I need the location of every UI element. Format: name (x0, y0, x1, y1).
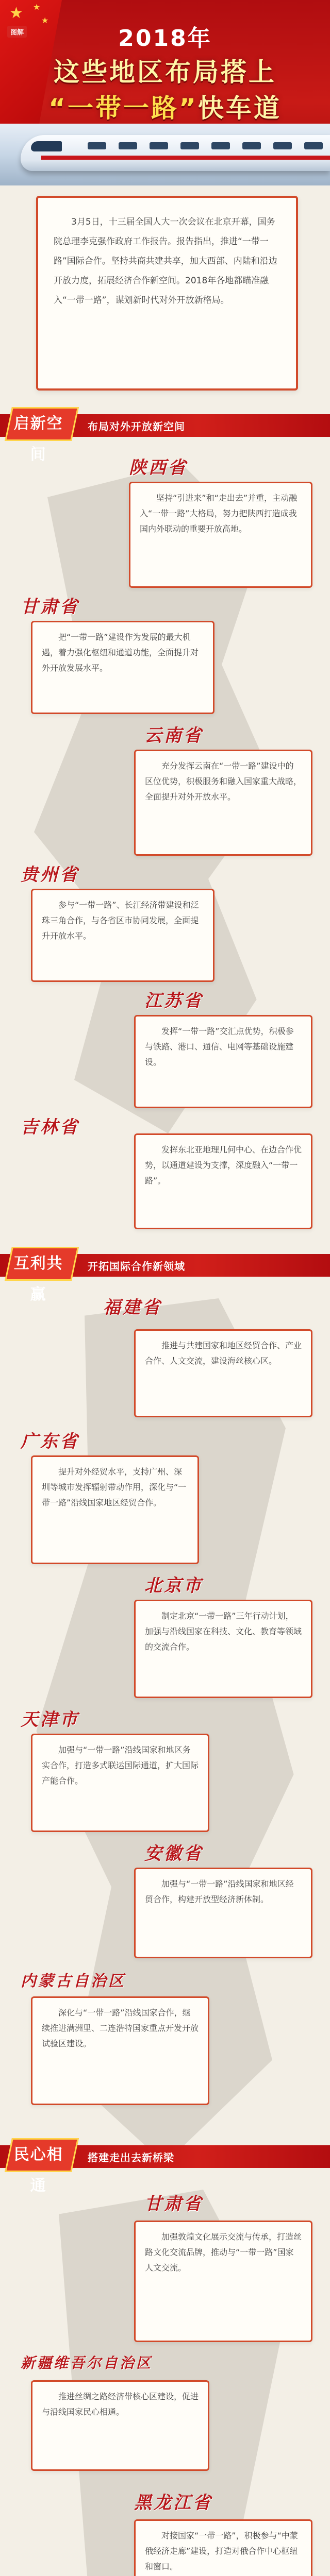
train-window (119, 142, 137, 149)
intro-text: 3月5日，十三届全国人大一次会议在北京开幕，国务院总理李克强作政府工作报告。报告指出，推进“一带一路”国际合作。坚持共商共建共享，加大西部、内陆和沿边开放力度，拓展经济合作新空间。2018年各地都瞄准融入“一带一路”，谋划新时代对外开放新格局。 (54, 217, 277, 306)
region-name: 陕西省 (129, 457, 188, 478)
main-title-line1: 这些地区布局搭上 (54, 57, 276, 87)
region-name: 贵州省 (21, 865, 79, 885)
star-icon: ★ (33, 2, 41, 12)
region-text: 发挥“一带一路”交汇点优势，积极参与铁路、港口、通信、电网等基础设施建设。 (145, 1026, 294, 1067)
region-text: 发挥东北亚地理几何中心、在边合作优势，以通道建设为支撑，深度融入“一带一路”。 (145, 1145, 302, 1185)
region-card (31, 889, 214, 982)
train-window (150, 142, 168, 149)
region-text: 制定北京“一带一路”三年行动计划，加强与沿线国家在科技、文化、教育等领域的交流合作。 (145, 1611, 302, 1652)
train-stripe (41, 156, 330, 160)
train-body (21, 135, 330, 171)
region-card (129, 482, 312, 588)
train-window (180, 142, 199, 149)
star-icon: ★ (41, 15, 49, 25)
region-card (31, 1734, 209, 1832)
region-card (134, 750, 312, 856)
region-name: 黑龙江省 (134, 2493, 212, 2513)
region-name: 甘肃省 (144, 2194, 203, 2214)
train-window (304, 142, 323, 149)
region-name: 内蒙古自治区 (21, 1972, 126, 1990)
region-name: 北京市 (144, 1575, 203, 1596)
section-subtitle: 开拓国际合作新领域 (88, 1260, 185, 1273)
region-name: 天津市 (21, 1709, 79, 1730)
region-card (134, 1015, 312, 1108)
year-title: 2018年 (118, 25, 212, 52)
main-title-line2 (0, 88, 330, 125)
region-text: 加强敦煌文化展示交流与传承，打造丝路文化交流品牌，推动与“一带一路”国家人文交流。 (145, 2232, 302, 2273)
section-subtitle: 布局对外开放新空间 (88, 420, 185, 433)
section-tag: 民心相通 (5, 2138, 79, 2172)
region-card (31, 1996, 209, 2105)
section-banner-3 (0, 2138, 330, 2195)
region-text: 加强与“一带一路”沿线国家和地区经贸合作，构建开放型经济新体制。 (145, 1879, 294, 1904)
region-text: 推进与共建国家和地区经贸合作、产业合作、人文交流，建设海丝核心区。 (145, 1341, 302, 1366)
region-card (31, 2380, 209, 2471)
train-illustration (0, 124, 330, 185)
region-card (134, 2221, 312, 2342)
region-card (134, 2519, 312, 2576)
region-name: 新疆维吾尔自治区 (21, 2354, 153, 2371)
section-banner-2 (0, 1247, 330, 1303)
region-card (134, 1868, 312, 1958)
region-text: 深化与“一带一路”沿线国家合作，继续推进满洲里、二连浩特国家重点开发开放试验区建设。 (42, 2008, 199, 2048)
region-text: 提升对外经贸水平，支持广州、深圳等城市发挥辐射带动作用，深化与“一带一路”沿线国家地区经贸合作。 (42, 1467, 187, 1507)
region-text: 参与“一带一路”、长江经济带建设和泛珠三角合作，与各省区市协同发展，全面提升开放水平。 (42, 900, 199, 941)
region-text: 充分发挥云南在“一带一路”建设中的区位优势，积极服务和融入国家重大战略，全面提升对外开放水平。 (145, 761, 302, 802)
region-text: 坚持“引进来”和“走出去”并重，主动融入“一带一路”大格局，努力把陕西打造成我国内外联动的重要开放高地。 (140, 493, 298, 534)
region-name: 甘肃省 (21, 597, 79, 617)
region-card (31, 1455, 199, 1564)
section-banner-1 (0, 407, 330, 464)
region-name: 安徽省 (144, 1843, 203, 1864)
region-name: 吉林省 (21, 1117, 79, 1138)
region-card (134, 1133, 312, 1229)
region-text: 把“一带一路”建设作为发展的最大机遇，着力强化枢纽和通道功能，全面提升对外开放发展水平。 (42, 632, 199, 673)
title-tail: 快车道 (197, 93, 282, 123)
region-name: 江苏省 (144, 991, 203, 1011)
region-card (31, 621, 214, 714)
train-window (273, 142, 292, 149)
region-name: 福建省 (103, 1297, 162, 1318)
region-text: 推进丝绸之路经济带核心区建设，促进与沿线国家民心相通。 (42, 2392, 199, 2417)
region-card (134, 1329, 312, 1417)
section-subtitle: 搭建走出去新桥梁 (88, 2151, 174, 2164)
region-text: 加强与“一带一路”沿线国家和地区务实合作，打造多式联运国际通道，扩大国际产能合作。 (42, 1745, 199, 1786)
star-icon: ★ (9, 4, 23, 22)
train-window (211, 142, 230, 149)
region-name: 广东省 (21, 1431, 79, 1452)
section-tag: 启新空间 (5, 407, 79, 441)
intro-box (36, 196, 298, 391)
region-name: 云南省 (144, 725, 203, 746)
brand-badge: 图解 (7, 26, 27, 38)
train-window (242, 142, 261, 149)
section-tag: 互利共赢 (5, 1247, 79, 1281)
region-text: 对接国家“一带一路”，积极参与“中蒙俄经济走廊”建设，打造对俄合作中心枢纽和窗口。 (145, 2531, 298, 2571)
train-window (88, 142, 106, 149)
train-front-window (31, 141, 62, 151)
header-banner (0, 0, 330, 185)
title-highlight: “一带一路” (48, 93, 198, 123)
region-card (134, 1600, 312, 1698)
